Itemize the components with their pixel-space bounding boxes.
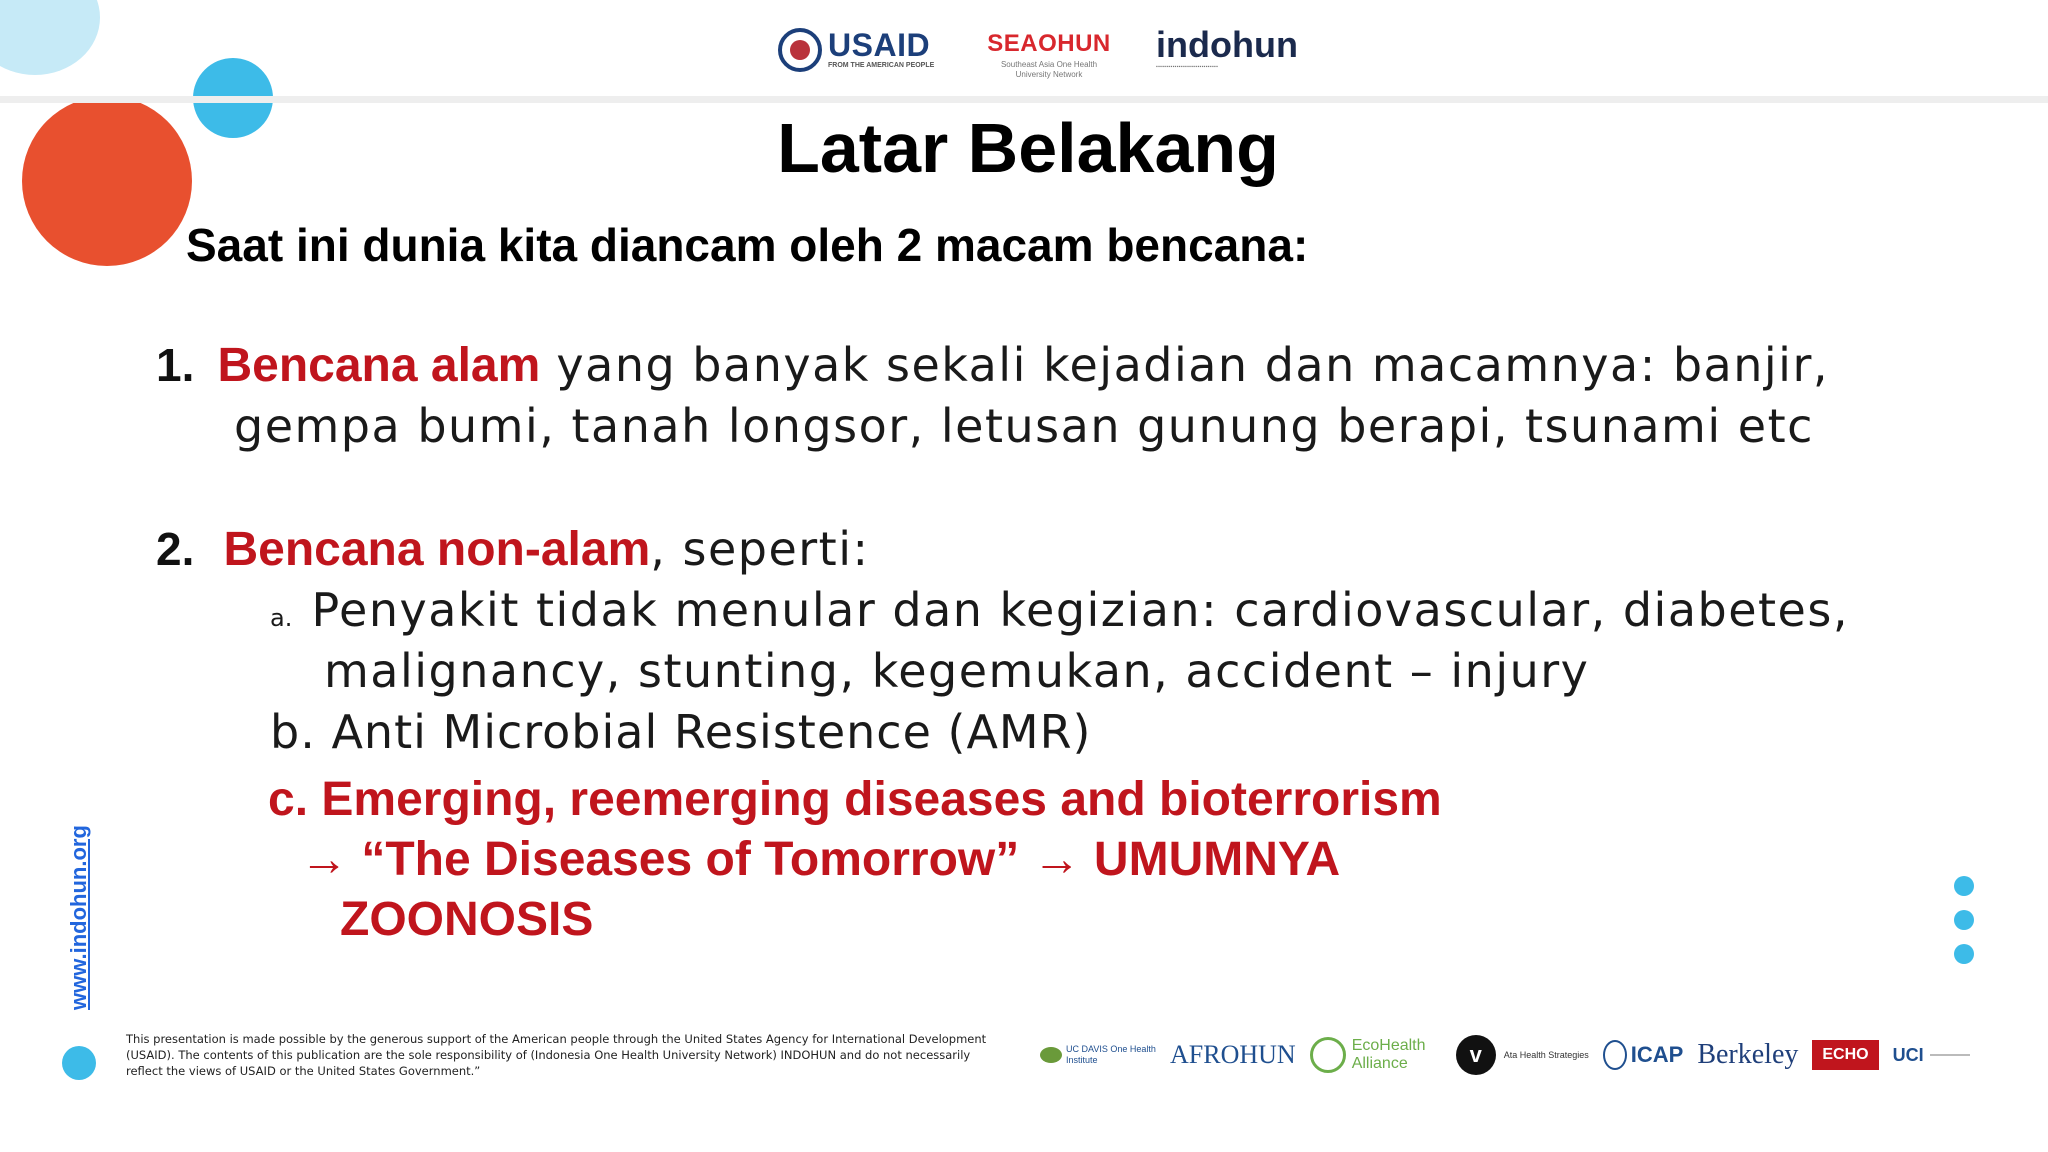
- sub-c-line3: ZOONOSIS: [340, 893, 594, 946]
- item2-line: [156, 522, 870, 577]
- partner-logos: [1040, 1030, 1970, 1080]
- funding-disclaimer: This presentation is made possible by the generous support of the American people through the United States Agency for International Development (USAID). The contents of this publication are the sole responsibility of (Indonesia One Health University Network) INDOHUN and do not necessarily reflect the views of USAID or the United States Government.”: [126, 1032, 987, 1078]
- slide-title: Latar Belakang: [777, 109, 1279, 187]
- ucdavis-icon: [1040, 1047, 1062, 1063]
- item1-number: 1.: [156, 339, 195, 391]
- indohun-logo: [1156, 26, 1298, 70]
- item1-highlight: Bencana alam: [217, 339, 541, 392]
- seaohun-name: SEAOHUN: [987, 30, 1111, 57]
- partner-ecohealth-logo: [1310, 1037, 1442, 1073]
- sub-c-line2: [300, 832, 1340, 887]
- partner-echo-name: ECHO: [1812, 1040, 1878, 1070]
- icap-globe-icon: [1603, 1040, 1627, 1070]
- partner-ata-logo: [1456, 1035, 1589, 1075]
- partner-ecohealth-name: EcoHealth Alliance: [1351, 1037, 1426, 1072]
- item1-line1: [156, 338, 1829, 393]
- partner-icap-name: ICAP: [1630, 1042, 1684, 1067]
- ata-v-icon: v: [1456, 1035, 1496, 1075]
- partner-berkeley-name: Berkeley: [1697, 1039, 1799, 1070]
- partner-berkeley-logo: [1697, 1039, 1798, 1071]
- partner-afrohun-name: AFROHUN: [1170, 1040, 1296, 1069]
- sub-c-line2-text: → “The Diseases of Tomorrow” →: [300, 833, 1094, 886]
- seaohun-tagline: Southeast Asia One Health University Network: [1000, 60, 1098, 79]
- decor-dot-1: [1954, 876, 1974, 896]
- partner-ata-name: Ata Health Strategies: [1503, 1050, 1589, 1060]
- usaid-seal-icon: [778, 28, 822, 72]
- usaid-logo: [778, 22, 934, 78]
- decor-dot-2: [1954, 910, 1974, 930]
- indohun-tagline-bar: ▪▪▪▪▪▪▪▪▪▪▪▪▪▪▪▪▪▪▪▪▪▪▪▪▪▪▪▪▪▪: [1156, 64, 1219, 70]
- ecohealth-icon: [1310, 1037, 1346, 1073]
- sub-a-line1: [270, 583, 1849, 637]
- item1-text-line1: yang banyak sekali kejadian dan macamnya: banjir,: [540, 338, 1829, 392]
- sub-c-line1: c. Emerging, reemerging diseases and bioterrorism: [268, 773, 1442, 826]
- partner-uci-name: UCI: [1892, 1044, 1924, 1065]
- decor-dot-bottom-left: [62, 1046, 96, 1080]
- item2-text: , seperti:: [650, 522, 870, 576]
- seaohun-logo: [984, 30, 1114, 80]
- slide-subtitle: Saat ini dunia kita diancam oleh 2 macam bencana:: [186, 219, 1309, 271]
- partner-ucdavis-name: UC DAVIS One Health Institute: [1066, 1044, 1156, 1065]
- usaid-tagline: FROM THE AMERICAN PEOPLE: [828, 62, 935, 69]
- sub-a-marker: a.: [270, 604, 293, 632]
- sub-a-text-line1: Penyakit tidak menular dan kegizian: cardiovascular, diabetes,: [311, 583, 1849, 637]
- partner-uci-logo: [1893, 1045, 1970, 1066]
- decor-circle-lightblue: [0, 0, 100, 75]
- item2-number: 2.: [156, 523, 195, 575]
- decor-dot-3: [1954, 944, 1974, 964]
- partner-ucdavis-logo: [1040, 1044, 1156, 1066]
- sub-a-text-line2: malignancy, stunting, kegemukan, accident – injury: [324, 644, 1590, 698]
- sub-c-line2-emphasis: UMUMNYA: [1093, 833, 1341, 886]
- uci-tagline-bar: [1930, 1054, 1970, 1056]
- usaid-name: USAID: [828, 27, 931, 63]
- indohun-name: indohun: [1156, 24, 1298, 65]
- partner-echo-logo: [1812, 1040, 1878, 1070]
- item2-highlight: Bencana non-alam: [223, 523, 651, 576]
- website-link[interactable]: www.indohun.org: [66, 825, 91, 1010]
- sub-b-text: b. Anti Microbial Resistence (AMR): [270, 705, 1092, 759]
- item1-text-line2: gempa bumi, tanah longsor, letusan gunung berapi, tsunami etc: [234, 399, 1814, 453]
- partner-afrohun-logo: [1170, 1040, 1296, 1070]
- partner-icap-logo: [1603, 1040, 1684, 1070]
- header-divider: [0, 96, 2048, 103]
